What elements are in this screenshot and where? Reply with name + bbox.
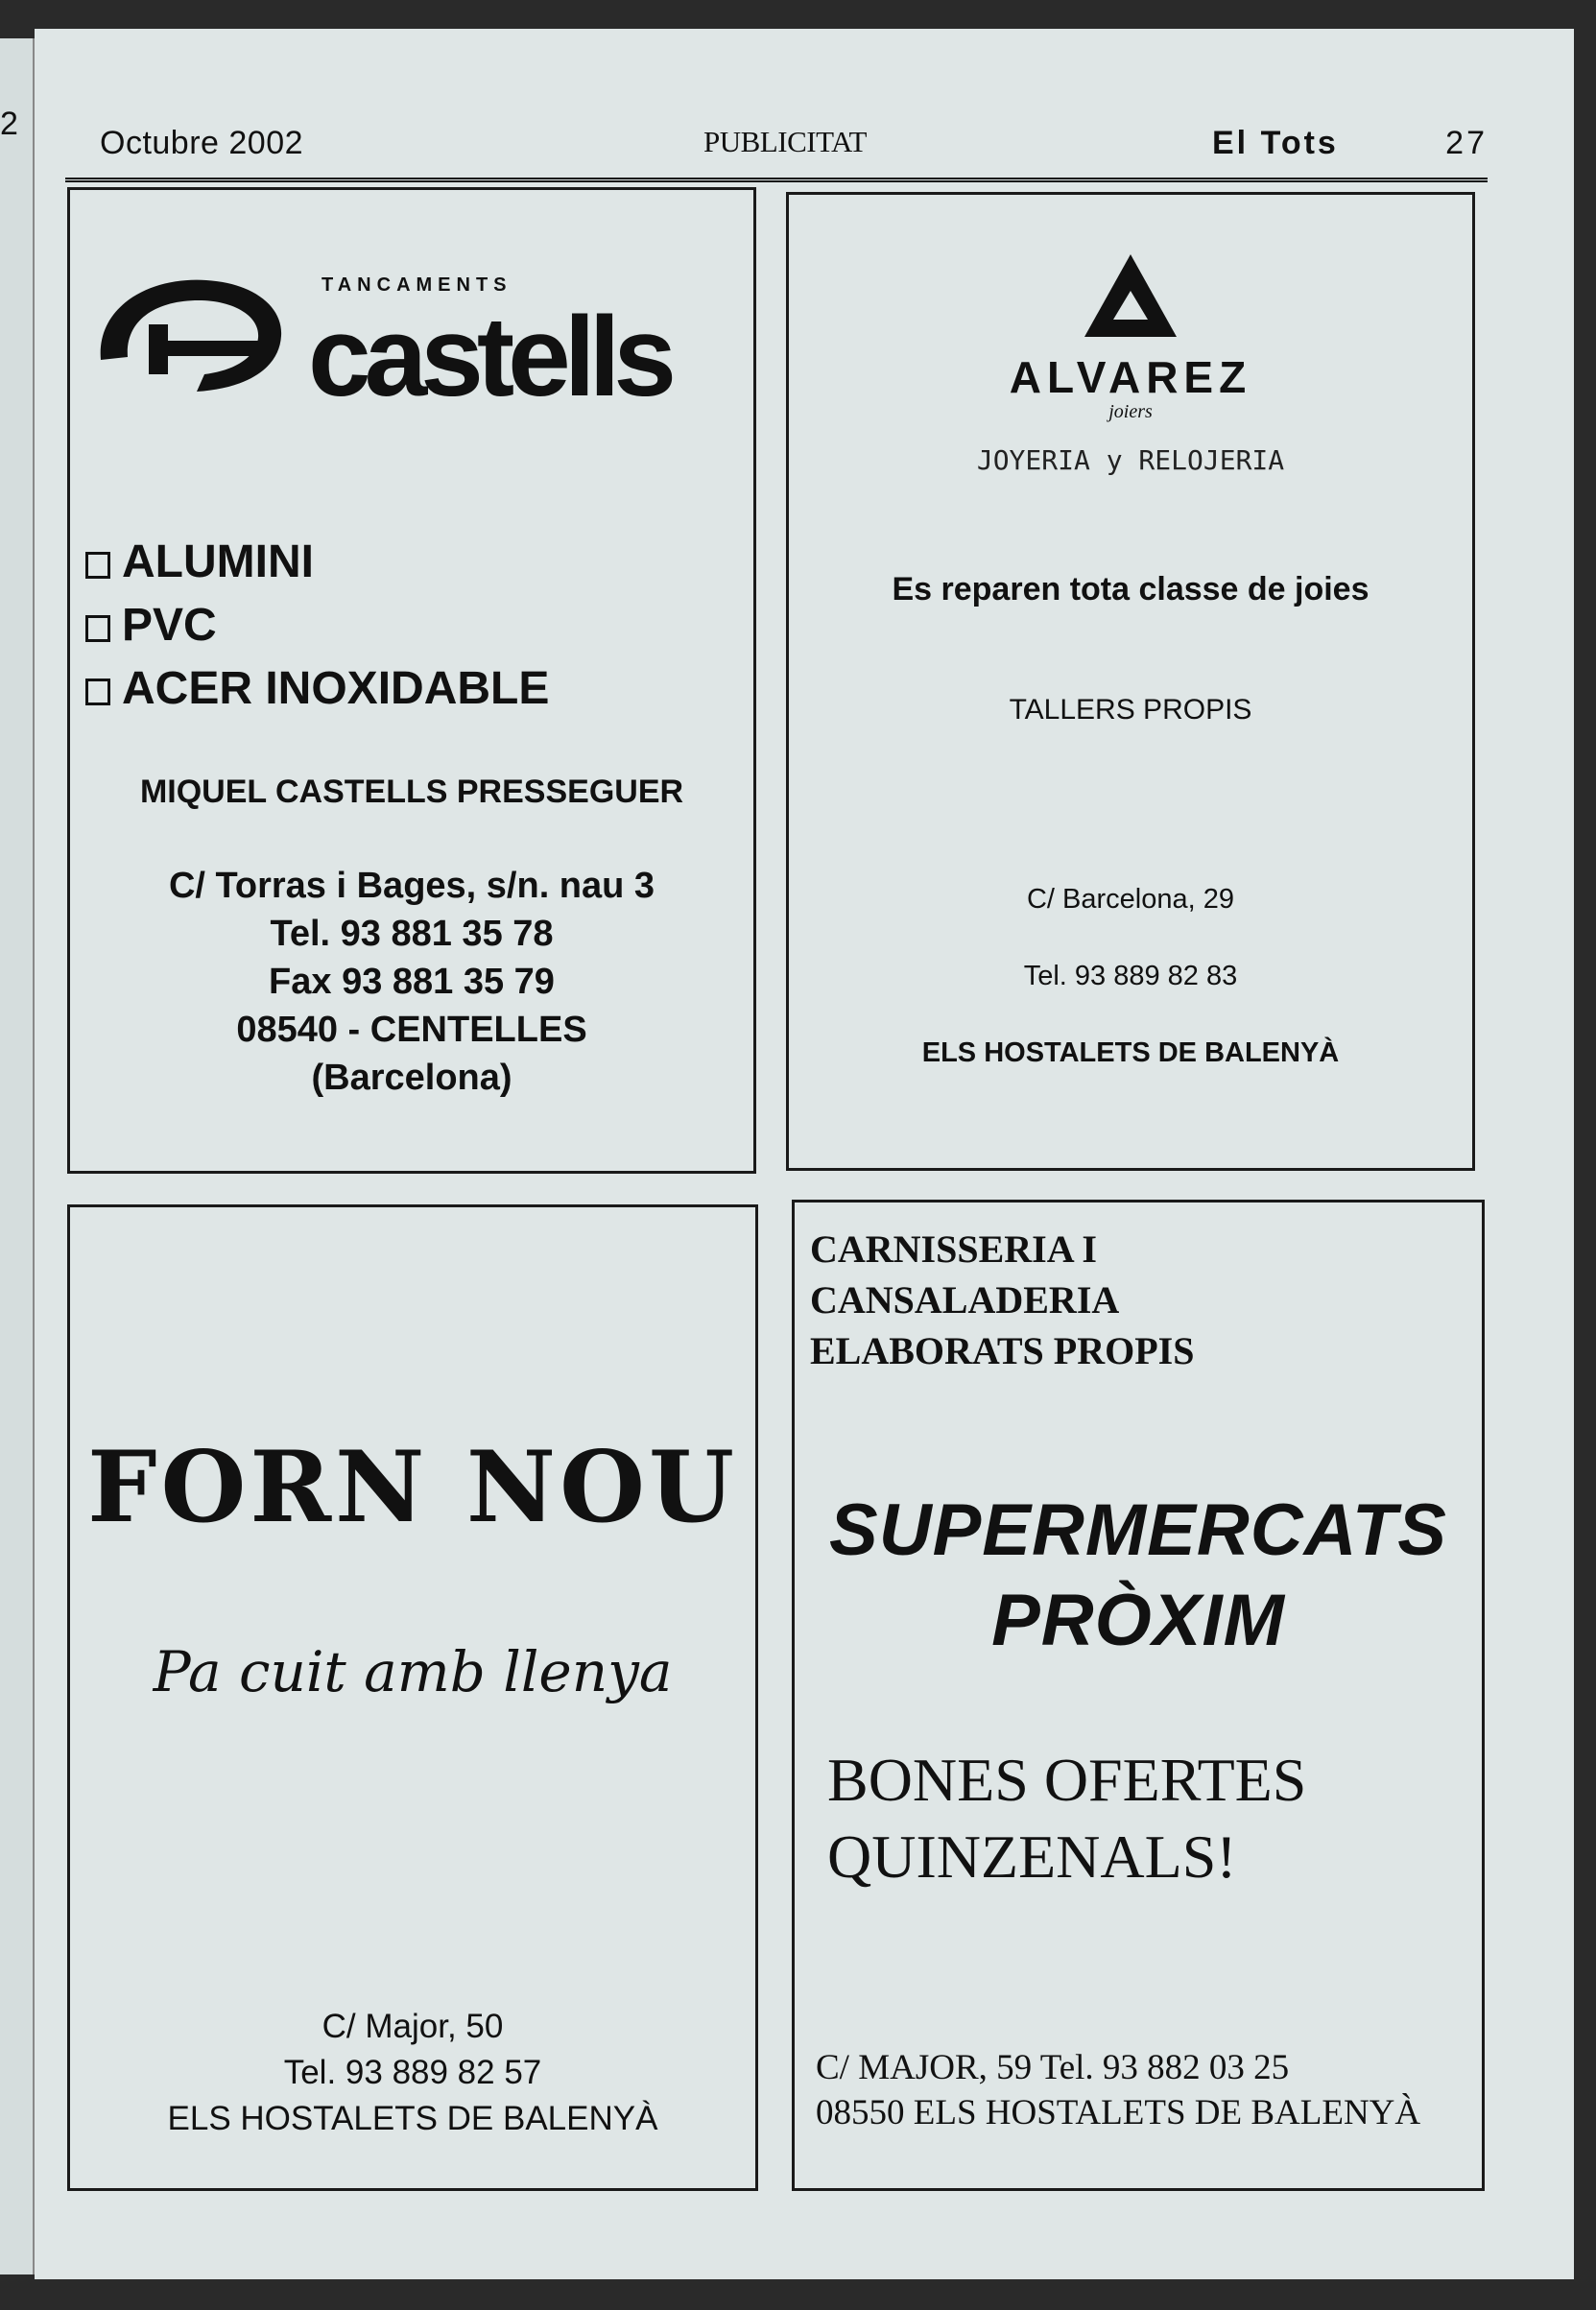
ad-proxim [792, 1200, 1485, 2191]
alvarez-tagline: Es reparen tota classe de joies [892, 571, 1370, 607]
ad-castells [67, 187, 756, 1174]
issue-month: Octubre 2002 [100, 125, 304, 161]
castells-owner: MIQUEL CASTELLS PRESSEGUER [139, 774, 684, 810]
page-number: 27 [1445, 125, 1488, 161]
proxim-address: C/ MAJOR, 59 Tel. 93 882 03 25 08550 ELS HOSTALETS DE BALENYÀ [816, 2048, 1421, 2132]
checkbox-icon [85, 679, 110, 705]
alvarez-town: ELS HOSTALETS DE BALENYÀ [921, 1037, 1340, 1068]
checkbox-icon [85, 615, 110, 642]
section-title: PUBLICITAT [703, 125, 867, 158]
list-item: ACER INOXIDABLE [85, 657, 549, 721]
alvarez-street: C/ Barcelona, 29 [1026, 884, 1234, 915]
list-item: ALUMINI [85, 531, 549, 594]
castells-address: C/ Torras i Bages, s/n. nau 3 Tel. 93 881 35 78 Fax 93 881 35 79 08540 - CENTELLES (Barcelona) [168, 866, 655, 1098]
publication-name: El Tots [1212, 125, 1339, 161]
alvarez-brand: ALVAREZ [1009, 352, 1252, 402]
castells-emblem-icon [91, 269, 293, 393]
alvarez-workshop: TALLERS PROPIS [1009, 694, 1252, 726]
proxim-offer: BONES OFERTES QUINZENALS! [827, 1746, 1307, 1891]
magazine-page [35, 29, 1574, 2279]
left-page-edge [0, 38, 36, 2274]
alvarez-logo [789, 252, 1472, 476]
alvarez-phone: Tel. 93 889 82 83 [1023, 961, 1238, 991]
forn-nou-slogan: Pa cuit amb llenya [153, 1639, 673, 1704]
proxim-brand: SUPERMERCATS PRÒXIM [829, 1489, 1447, 1661]
left-page-number: 2 [0, 106, 18, 142]
alvarez-sub: joiers [1108, 401, 1153, 422]
mountain-icon [1083, 252, 1179, 339]
ad-alvarez [786, 192, 1475, 1171]
castells-product-list [85, 531, 549, 721]
ad-forn-nou [67, 1204, 758, 2191]
forn-nou-address: C/ Major, 50 Tel. 93 889 82 57 ELS HOSTALETS DE BALENYÀ [167, 2008, 658, 2137]
checkbox-icon [85, 552, 110, 579]
forn-nou-title: FORN NOU [87, 1430, 738, 1545]
list-item: PVC [85, 594, 549, 657]
alvarez-kind: JOYERIA y RELOJERIA [976, 444, 1285, 476]
proxim-heading: CARNISSERIA I CANSALADERIA ELABORATS PROPIS [810, 1227, 1195, 1372]
page-header [65, 96, 1488, 182]
castells-brand: castells [308, 294, 670, 420]
castells-kicker: TANCAMENTS [322, 274, 512, 296]
castells-logo [91, 269, 744, 420]
